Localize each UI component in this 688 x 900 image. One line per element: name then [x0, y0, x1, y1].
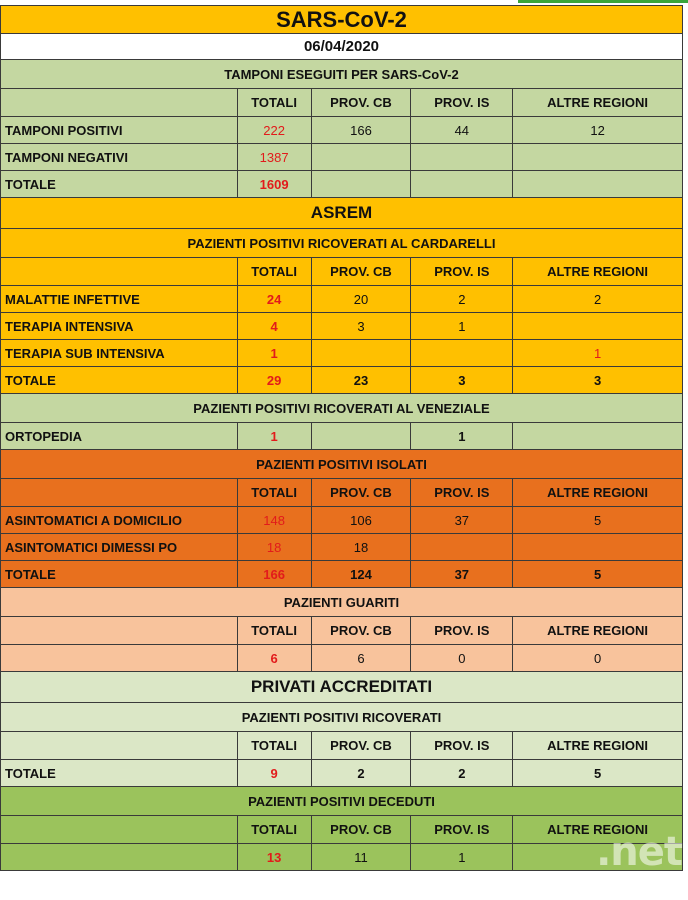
cell-prov-cb: 3: [311, 313, 411, 340]
row-label: TAMPONI NEGATIVI: [1, 144, 238, 171]
cell-totali: 4: [237, 313, 311, 340]
cell-totali: 29: [237, 367, 311, 394]
cell-prov-cb: 20: [311, 286, 411, 313]
tamponi-section-title: TAMPONI ESEGUITI PER SARS-CoV-2: [1, 60, 683, 89]
column-header-prov-cb: PROV. CB: [311, 89, 411, 117]
column-header-prov-is: PROV. IS: [411, 479, 513, 507]
cardarelli-column-headers: [1, 258, 683, 286]
cell-prov-cb: 18: [311, 534, 411, 561]
cell-altre-regioni: [513, 144, 683, 171]
cell-totali: 1: [237, 423, 311, 450]
column-header-totali: TOTALI: [237, 258, 311, 286]
table-row: [1, 507, 683, 534]
cell-prov-cb: 11: [311, 844, 411, 871]
column-header-altre-regioni: ALTRE REGIONI: [513, 732, 683, 760]
cell-prov-is: 2: [411, 760, 513, 787]
column-header-prov-is: PROV. IS: [411, 732, 513, 760]
row-label: TAMPONI POSITIVI: [1, 117, 238, 144]
ricoverati-column-headers: [1, 732, 683, 760]
row-label: ASINTOMATICI DIMESSI PO: [1, 534, 238, 561]
deceduti-section-header: [1, 787, 683, 816]
cell-altre-regioni: [513, 534, 683, 561]
cell-totali: 1: [237, 340, 311, 367]
cell-prov-is: [411, 534, 513, 561]
column-header-totali: TOTALI: [237, 617, 311, 645]
guariti-section-title: PAZIENTI GUARITI: [1, 588, 683, 617]
cell-altre-regioni: [513, 171, 683, 198]
cell-prov-is: 3: [411, 367, 513, 394]
report-date: 06/04/2020: [1, 34, 683, 60]
column-header-totali: TOTALI: [237, 816, 311, 844]
cell-prov-is: 1: [411, 844, 513, 871]
table-row: [1, 171, 683, 198]
column-header-altre-regioni: ALTRE REGIONI: [513, 479, 683, 507]
cell-totali: 13: [237, 844, 311, 871]
column-header-blank: [1, 617, 238, 645]
cell-prov-cb: [311, 171, 411, 198]
column-header-prov-cb: PROV. CB: [311, 479, 411, 507]
cell-altre-regioni: 5: [513, 507, 683, 534]
cell-altre-regioni: 5: [513, 760, 683, 787]
cell-prov-cb: [311, 340, 411, 367]
column-header-blank: [1, 89, 238, 117]
cell-altre-regioni: 0: [513, 645, 683, 672]
column-header-blank: [1, 258, 238, 286]
deceduti-section-title: PAZIENTI POSITIVI DECEDUTI: [1, 787, 683, 816]
cell-prov-cb: [311, 423, 411, 450]
table-row: [1, 645, 683, 672]
cell-altre-regioni: 5: [513, 561, 683, 588]
cell-totali: 9: [237, 760, 311, 787]
covid-report-table: [0, 5, 683, 871]
cell-totali: 222: [237, 117, 311, 144]
cell-prov-cb: 166: [311, 117, 411, 144]
cell-prov-is: 1: [411, 313, 513, 340]
row-label: TOTALE: [1, 367, 238, 394]
cell-prov-is: 37: [411, 561, 513, 588]
isolati-column-headers: [1, 479, 683, 507]
guariti-section-header: [1, 588, 683, 617]
cell-prov-cb: [311, 144, 411, 171]
row-label: TERAPIA SUB INTENSIVA: [1, 340, 238, 367]
column-header-prov-is: PROV. IS: [411, 617, 513, 645]
privati-title-row: [1, 672, 683, 703]
date-row: [1, 34, 683, 60]
cell-totali: 1609: [237, 171, 311, 198]
cell-totali: 166: [237, 561, 311, 588]
ricoverati-section-title: PAZIENTI POSITIVI RICOVERATI: [1, 703, 683, 732]
table-row: [1, 286, 683, 313]
column-header-prov-cb: PROV. CB: [311, 732, 411, 760]
row-label: TOTALE: [1, 171, 238, 198]
guariti-column-headers: [1, 617, 683, 645]
cittanet-logo: .net: [596, 829, 682, 875]
table-row: [1, 844, 683, 871]
asrem-title-row: [1, 198, 683, 229]
veneziale-section-title: PAZIENTI POSITIVI RICOVERATI AL VENEZIALE: [1, 394, 683, 423]
isolati-section-header: [1, 450, 683, 479]
title-row: [1, 6, 683, 34]
column-header-altre-regioni: ALTRE REGIONI: [513, 89, 683, 117]
cell-prov-is: 1: [411, 423, 513, 450]
cell-prov-is: [411, 144, 513, 171]
row-label: MALATTIE INFETTIVE: [1, 286, 238, 313]
cell-prov-is: 0: [411, 645, 513, 672]
cell-prov-cb: 6: [311, 645, 411, 672]
column-header-totali: TOTALI: [237, 89, 311, 117]
row-label: TERAPIA INTENSIVA: [1, 313, 238, 340]
column-header-prov-cb: PROV. CB: [311, 258, 411, 286]
top-accent: [518, 0, 688, 3]
row-label: [1, 844, 238, 871]
row-label: TOTALE: [1, 760, 238, 787]
cell-totali: 24: [237, 286, 311, 313]
cell-prov-cb: 2: [311, 760, 411, 787]
cell-prov-cb: 124: [311, 561, 411, 588]
table-row: [1, 144, 683, 171]
cell-totali: 18: [237, 534, 311, 561]
column-header-altre-regioni: ALTRE REGIONI: [513, 816, 683, 844]
column-header-prov-is: PROV. IS: [411, 258, 513, 286]
column-header-blank: [1, 479, 238, 507]
cell-prov-is: 2: [411, 286, 513, 313]
deceduti-column-headers: [1, 816, 683, 844]
report-title: SARS-CoV-2: [1, 6, 683, 34]
cell-prov-is: 44: [411, 117, 513, 144]
cell-prov-cb: 23: [311, 367, 411, 394]
cell-altre-regioni: [513, 313, 683, 340]
column-header-totali: TOTALI: [237, 732, 311, 760]
column-header-prov-cb: PROV. CB: [311, 816, 411, 844]
cell-altre-regioni: 1: [513, 340, 683, 367]
table-row: [1, 313, 683, 340]
table-row: [1, 340, 683, 367]
cardarelli-section-header: [1, 229, 683, 258]
privati-title: PRIVATI ACCREDITATI: [1, 672, 683, 703]
tamponi-section-header: [1, 60, 683, 89]
column-header-totali: TOTALI: [237, 479, 311, 507]
cell-prov-is: [411, 171, 513, 198]
veneziale-section-header: [1, 394, 683, 423]
column-header-altre-regioni: ALTRE REGIONI: [513, 258, 683, 286]
cell-altre-regioni: 12: [513, 117, 683, 144]
table-row: [1, 423, 683, 450]
column-header-prov-is: PROV. IS: [411, 816, 513, 844]
row-label: [1, 645, 238, 672]
cell-altre-regioni: 3: [513, 367, 683, 394]
cell-totali: 148: [237, 507, 311, 534]
column-header-prov-is: PROV. IS: [411, 89, 513, 117]
table-row: [1, 760, 683, 787]
cell-altre-regioni: [513, 423, 683, 450]
table-row: [1, 561, 683, 588]
table-row: [1, 534, 683, 561]
table-row: [1, 117, 683, 144]
cell-totali: 6: [237, 645, 311, 672]
isolati-section-title: PAZIENTI POSITIVI ISOLATI: [1, 450, 683, 479]
cell-totali: 1387: [237, 144, 311, 171]
column-header-altre-regioni: ALTRE REGIONI: [513, 617, 683, 645]
cardarelli-section-title: PAZIENTI POSITIVI RICOVERATI AL CARDARELLI: [1, 229, 683, 258]
row-label: TOTALE: [1, 561, 238, 588]
cell-prov-is: [411, 340, 513, 367]
cell-altre-regioni: 2: [513, 286, 683, 313]
cittanet-url: www.cittanet.it: [611, 876, 682, 888]
asrem-title: ASREM: [1, 198, 683, 229]
column-header-blank: [1, 816, 238, 844]
row-label: ASINTOMATICI A DOMICILIO: [1, 507, 238, 534]
row-label: ORTOPEDIA: [1, 423, 238, 450]
tamponi-column-headers: [1, 89, 683, 117]
column-header-blank: [1, 732, 238, 760]
cell-prov-cb: 106: [311, 507, 411, 534]
ricoverati-section-header: [1, 703, 683, 732]
cell-prov-is: 37: [411, 507, 513, 534]
cittanet-watermark: [586, 830, 682, 894]
column-header-prov-cb: PROV. CB: [311, 617, 411, 645]
table-row: [1, 367, 683, 394]
